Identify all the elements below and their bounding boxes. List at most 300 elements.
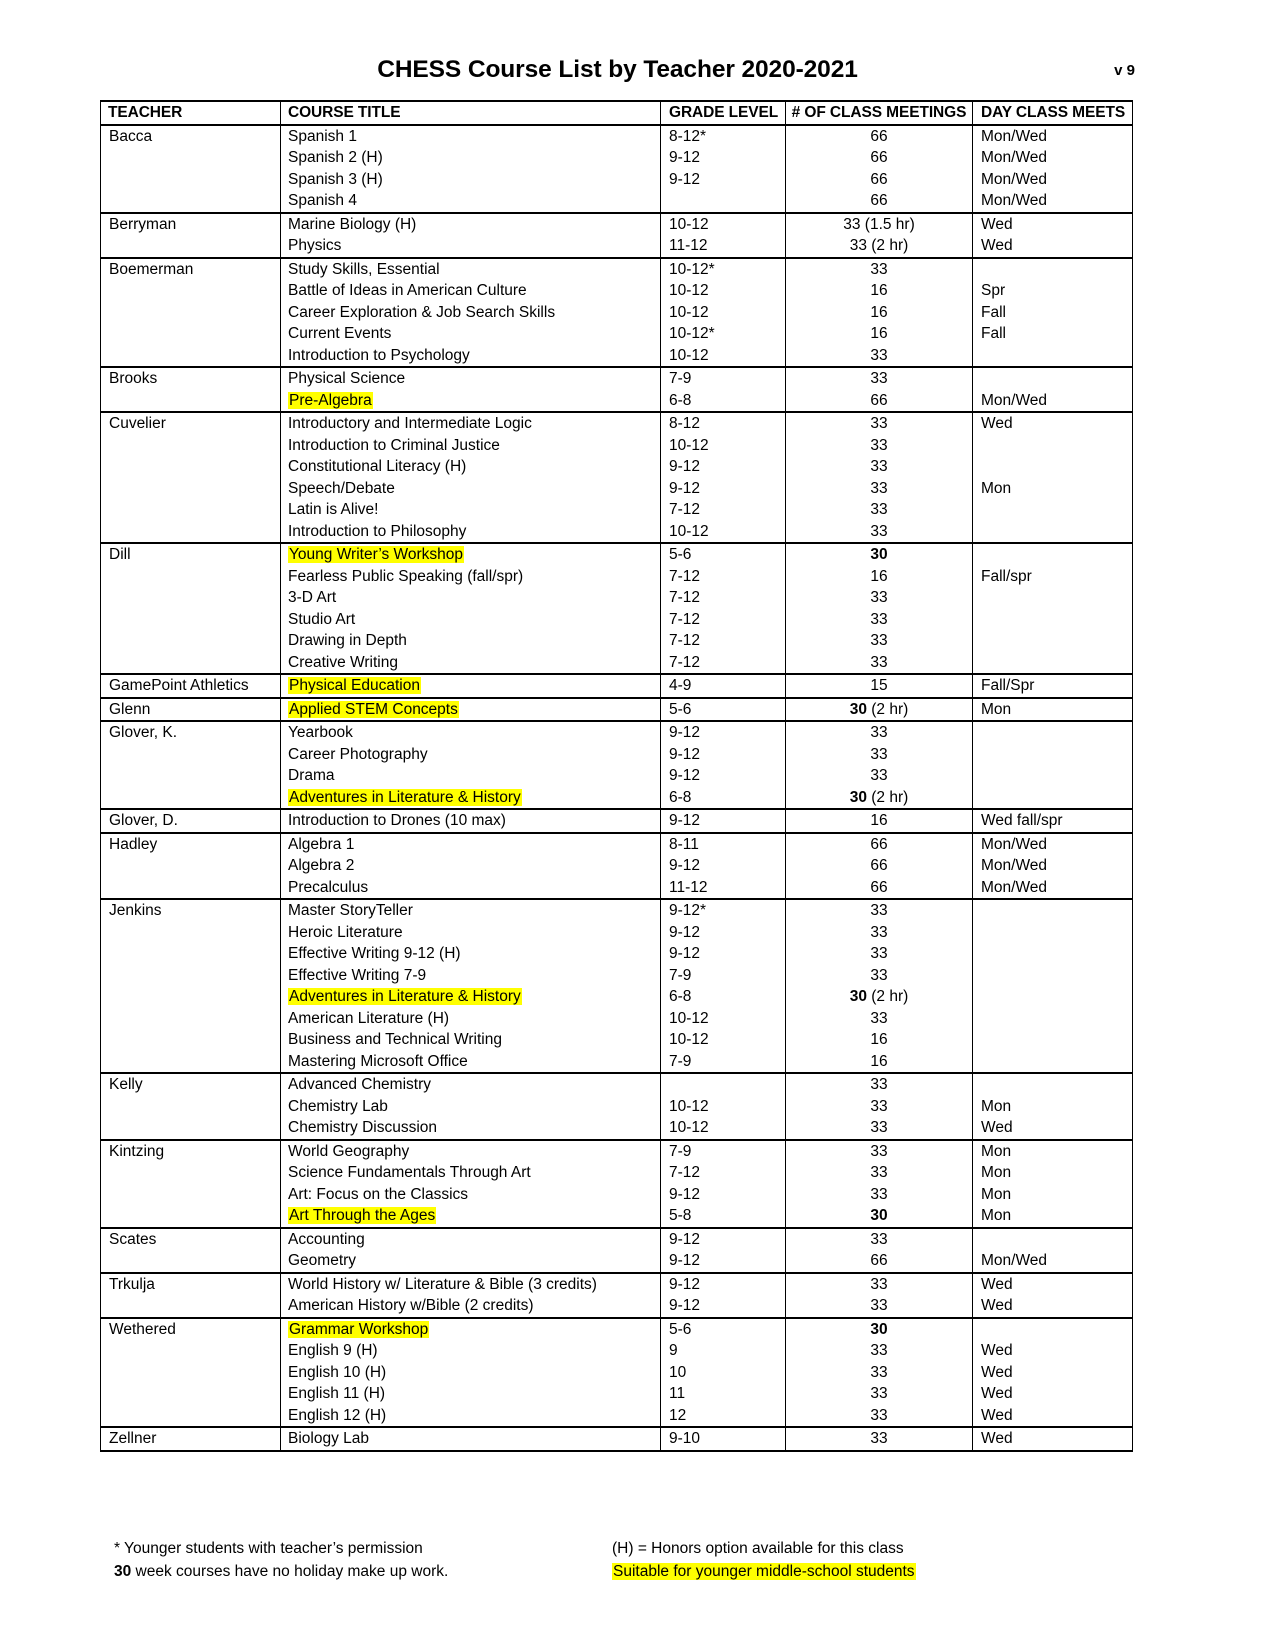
cell-teacher bbox=[101, 1162, 281, 1184]
cell-course-title: Spanish 4 bbox=[281, 190, 661, 213]
cell-course-title: Spanish 2 (H) bbox=[281, 147, 661, 169]
cell-grade-level: 9-12 bbox=[661, 744, 786, 766]
cell-day: Mon/Wed bbox=[973, 169, 1133, 191]
meetings-bold: 30 bbox=[849, 988, 867, 1005]
table-row bbox=[101, 258, 1133, 281]
cell-grade-level: 7-9 bbox=[661, 1051, 786, 1074]
cell-grade-level: 6-8 bbox=[661, 986, 786, 1008]
cell-day: Mon/Wed bbox=[973, 1250, 1133, 1273]
table-row bbox=[101, 323, 1133, 345]
cell-meetings: 66 bbox=[786, 877, 973, 900]
cell-day: Fall/Spr bbox=[973, 674, 1133, 698]
cell-grade-level: 11-12 bbox=[661, 877, 786, 900]
cell-meetings: 33 bbox=[786, 1383, 973, 1405]
cell-day bbox=[973, 787, 1133, 810]
table-row bbox=[101, 609, 1133, 631]
cell-course-title: Drama bbox=[281, 765, 661, 787]
table-row bbox=[101, 1362, 1133, 1384]
cell-grade-level: 8-12 bbox=[661, 412, 786, 435]
cell-grade-level: 10-12 bbox=[661, 1117, 786, 1140]
cell-grade-level: 5-8 bbox=[661, 1205, 786, 1228]
cell-day bbox=[973, 1228, 1133, 1251]
footnote-thirty-rest: week courses have no holiday make up work. bbox=[131, 1563, 449, 1580]
cell-meetings: 33 bbox=[786, 1008, 973, 1030]
cell-meetings: 33 bbox=[786, 1162, 973, 1184]
highlighted-course-title: Physical Education bbox=[289, 677, 420, 694]
cell-day: Wed bbox=[973, 1117, 1133, 1140]
column-header-day: DAY CLASS MEETS bbox=[973, 101, 1133, 125]
cell-teacher bbox=[101, 1405, 281, 1428]
cell-grade-level: 7-12 bbox=[661, 609, 786, 631]
table-body bbox=[101, 125, 1133, 1451]
cell-course-title: Heroic Literature bbox=[281, 922, 661, 944]
table-row bbox=[101, 1427, 1133, 1451]
document-header bbox=[100, 55, 1135, 97]
cell-grade-level bbox=[661, 190, 786, 213]
cell-meetings: 33 bbox=[786, 258, 973, 281]
cell-grade-level: 9-12 bbox=[661, 456, 786, 478]
cell-teacher bbox=[101, 1008, 281, 1030]
cell-teacher bbox=[101, 566, 281, 588]
cell-course-title: Business and Technical Writing bbox=[281, 1029, 661, 1051]
cell-teacher: Scates bbox=[101, 1228, 281, 1251]
cell-day: Mon/Wed bbox=[973, 877, 1133, 900]
table-row bbox=[101, 543, 1133, 566]
table-row bbox=[101, 1029, 1133, 1051]
table-row bbox=[101, 744, 1133, 766]
cell-grade-level: 9-12 bbox=[661, 943, 786, 965]
cell-teacher: Hadley bbox=[101, 833, 281, 856]
table-row bbox=[101, 765, 1133, 787]
cell-meetings: 33 bbox=[786, 1073, 973, 1096]
footnote-row-1 bbox=[100, 1537, 1135, 1560]
cell-course-title: Spanish 3 (H) bbox=[281, 169, 661, 191]
cell-grade-level: 5-6 bbox=[661, 698, 786, 722]
cell-day bbox=[973, 499, 1133, 521]
cell-teacher bbox=[101, 190, 281, 213]
cell-course-title: Constitutional Literacy (H) bbox=[281, 456, 661, 478]
table-row bbox=[101, 1184, 1133, 1206]
cell-teacher bbox=[101, 521, 281, 544]
cell-course-title: Battle of Ideas in American Culture bbox=[281, 280, 661, 302]
cell-teacher bbox=[101, 1383, 281, 1405]
cell-course-title: 3-D Art bbox=[281, 587, 661, 609]
cell-course-title: Current Events bbox=[281, 323, 661, 345]
cell-course-title: English 11 (H) bbox=[281, 1383, 661, 1405]
cell-grade-level: 10-12 bbox=[661, 1096, 786, 1118]
cell-grade-level: 7-12 bbox=[661, 652, 786, 675]
cell-meetings: 66 bbox=[786, 169, 973, 191]
table-row bbox=[101, 1250, 1133, 1273]
cell-grade-level: 10-12 bbox=[661, 1008, 786, 1030]
cell-course-title: Creative Writing bbox=[281, 652, 661, 675]
table-row bbox=[101, 1383, 1133, 1405]
cell-grade-level: 7-12 bbox=[661, 566, 786, 588]
cell-teacher bbox=[101, 1051, 281, 1074]
table-row bbox=[101, 899, 1133, 922]
cell-meetings bbox=[786, 543, 973, 566]
cell-teacher: Kintzing bbox=[101, 1140, 281, 1163]
cell-course-title: Introduction to Psychology bbox=[281, 345, 661, 368]
cell-meetings: 33 bbox=[786, 630, 973, 652]
cell-grade-level: 8-11 bbox=[661, 833, 786, 856]
cell-day: Mon bbox=[973, 478, 1133, 500]
cell-course-title: Yearbook bbox=[281, 721, 661, 744]
cell-meetings: 33 bbox=[786, 367, 973, 390]
table-row bbox=[101, 809, 1133, 833]
cell-meetings: 33 bbox=[786, 899, 973, 922]
cell-day bbox=[973, 345, 1133, 368]
cell-grade-level: 9-12* bbox=[661, 899, 786, 922]
cell-grade-level: 10-12 bbox=[661, 1029, 786, 1051]
cell-course-title: Speech/Debate bbox=[281, 478, 661, 500]
cell-meetings: 66 bbox=[786, 147, 973, 169]
table-row bbox=[101, 1008, 1133, 1030]
table-row bbox=[101, 521, 1133, 544]
cell-grade-level: 10-12 bbox=[661, 280, 786, 302]
cell-grade-level: 7-9 bbox=[661, 965, 786, 987]
cell-grade-level: 10-12* bbox=[661, 323, 786, 345]
cell-meetings: 33 bbox=[786, 1340, 973, 1362]
cell-teacher bbox=[101, 235, 281, 258]
table-row bbox=[101, 499, 1133, 521]
cell-course-title: Biology Lab bbox=[281, 1427, 661, 1451]
cell-grade-level: 9-12 bbox=[661, 1228, 786, 1251]
table-row bbox=[101, 1117, 1133, 1140]
cell-grade-level: 9-12 bbox=[661, 1295, 786, 1318]
cell-course-title: Latin is Alive! bbox=[281, 499, 661, 521]
table-row bbox=[101, 1295, 1133, 1318]
cell-grade-level: 10-12 bbox=[661, 435, 786, 457]
cell-day bbox=[973, 609, 1133, 631]
cell-course-title bbox=[281, 543, 661, 566]
cell-course-title: Introduction to Drones (10 max) bbox=[281, 809, 661, 833]
cell-teacher bbox=[101, 1295, 281, 1318]
cell-teacher bbox=[101, 499, 281, 521]
cell-meetings: 16 bbox=[786, 280, 973, 302]
meetings-duration: (2 hr) bbox=[866, 988, 909, 1005]
column-header-meetings: # OF CLASS MEETINGS bbox=[786, 101, 973, 125]
cell-grade-level: 10-12 bbox=[661, 521, 786, 544]
cell-teacher bbox=[101, 652, 281, 675]
table-header bbox=[101, 101, 1133, 125]
cell-day: Fall/spr bbox=[973, 566, 1133, 588]
cell-meetings: 16 bbox=[786, 809, 973, 833]
cell-day: Wed fall/spr bbox=[973, 809, 1133, 833]
table-row bbox=[101, 943, 1133, 965]
cell-grade-level: 10-12 bbox=[661, 302, 786, 324]
cell-course-title: World History w/ Literature & Bible (3 credits) bbox=[281, 1273, 661, 1296]
cell-teacher bbox=[101, 169, 281, 191]
cell-teacher bbox=[101, 1250, 281, 1273]
table-row bbox=[101, 630, 1133, 652]
cell-course-title: World Geography bbox=[281, 1140, 661, 1163]
table-row bbox=[101, 478, 1133, 500]
cell-grade-level bbox=[661, 1073, 786, 1096]
cell-meetings: 33 (2 hr) bbox=[786, 235, 973, 258]
cell-day: Wed bbox=[973, 1362, 1133, 1384]
cell-grade-level: 6-8 bbox=[661, 390, 786, 413]
cell-course-title: English 9 (H) bbox=[281, 1340, 661, 1362]
cell-teacher: Glover, K. bbox=[101, 721, 281, 744]
cell-teacher: Dill bbox=[101, 543, 281, 566]
cell-meetings: 33 (1.5 hr) bbox=[786, 213, 973, 236]
cell-teacher bbox=[101, 587, 281, 609]
cell-course-title: Marine Biology (H) bbox=[281, 213, 661, 236]
cell-teacher bbox=[101, 965, 281, 987]
cell-day bbox=[973, 435, 1133, 457]
cell-grade-level: 9-12 bbox=[661, 169, 786, 191]
cell-meetings: 33 bbox=[786, 1405, 973, 1428]
cell-course-title: Chemistry Discussion bbox=[281, 1117, 661, 1140]
cell-grade-level: 10-12* bbox=[661, 258, 786, 281]
cell-course-title: Fearless Public Speaking (fall/spr) bbox=[281, 566, 661, 588]
cell-teacher bbox=[101, 478, 281, 500]
cell-meetings: 33 bbox=[786, 922, 973, 944]
cell-day bbox=[973, 943, 1133, 965]
cell-course-title: Advanced Chemistry bbox=[281, 1073, 661, 1096]
cell-day: Wed bbox=[973, 1273, 1133, 1296]
table-row bbox=[101, 1096, 1133, 1118]
cell-meetings: 66 bbox=[786, 190, 973, 213]
table-row bbox=[101, 698, 1133, 722]
cell-meetings: 33 bbox=[786, 1362, 973, 1384]
table-row bbox=[101, 345, 1133, 368]
table-row bbox=[101, 587, 1133, 609]
cell-teacher bbox=[101, 630, 281, 652]
cell-grade-level: 9 bbox=[661, 1340, 786, 1362]
cell-course-title: Studio Art bbox=[281, 609, 661, 631]
cell-grade-level: 5-6 bbox=[661, 1318, 786, 1341]
cell-meetings: 33 bbox=[786, 1228, 973, 1251]
cell-day bbox=[973, 1008, 1133, 1030]
table-row bbox=[101, 986, 1133, 1008]
cell-teacher: Wethered bbox=[101, 1318, 281, 1341]
cell-course-title: Introduction to Philosophy bbox=[281, 521, 661, 544]
table-row bbox=[101, 1205, 1133, 1228]
cell-meetings: 33 bbox=[786, 721, 973, 744]
table-row bbox=[101, 877, 1133, 900]
cell-teacher bbox=[101, 435, 281, 457]
cell-teacher bbox=[101, 147, 281, 169]
cell-grade-level: 6-8 bbox=[661, 787, 786, 810]
cell-teacher bbox=[101, 390, 281, 413]
cell-course-title: Introduction to Criminal Justice bbox=[281, 435, 661, 457]
cell-grade-level: 10-12 bbox=[661, 345, 786, 368]
cell-course-title: Chemistry Lab bbox=[281, 1096, 661, 1118]
cell-course-title bbox=[281, 787, 661, 810]
cell-day: Fall bbox=[973, 323, 1133, 345]
cell-course-title: American History w/Bible (2 credits) bbox=[281, 1295, 661, 1318]
footnote-highlight-text: Suitable for younger middle-school students bbox=[613, 1563, 915, 1580]
table-row bbox=[101, 280, 1133, 302]
cell-teacher: GamePoint Athletics bbox=[101, 674, 281, 698]
cell-teacher bbox=[101, 943, 281, 965]
table-row bbox=[101, 213, 1133, 236]
cell-grade-level: 9-12 bbox=[661, 855, 786, 877]
cell-meetings: 33 bbox=[786, 1096, 973, 1118]
footnotes bbox=[100, 1537, 1135, 1583]
cell-day bbox=[973, 652, 1133, 675]
table-row bbox=[101, 1140, 1133, 1163]
cell-meetings: 16 bbox=[786, 323, 973, 345]
cell-day: Spr bbox=[973, 280, 1133, 302]
cell-grade-level: 9-12 bbox=[661, 147, 786, 169]
cell-teacher bbox=[101, 1362, 281, 1384]
cell-teacher: Brooks bbox=[101, 367, 281, 390]
cell-meetings: 33 bbox=[786, 609, 973, 631]
cell-meetings: 33 bbox=[786, 1140, 973, 1163]
cell-course-title: Geometry bbox=[281, 1250, 661, 1273]
meetings-bold: 30 bbox=[870, 546, 888, 563]
meetings-duration: (2 hr) bbox=[866, 788, 909, 806]
cell-day bbox=[973, 521, 1133, 544]
table-row bbox=[101, 390, 1133, 413]
cell-meetings: 33 bbox=[786, 456, 973, 478]
cell-day: Wed bbox=[973, 1340, 1133, 1362]
cell-meetings: 33 bbox=[786, 652, 973, 675]
table-row bbox=[101, 855, 1133, 877]
column-header-teacher: TEACHER bbox=[101, 101, 281, 125]
cell-day: Mon/Wed bbox=[973, 390, 1133, 413]
cell-teacher: Boemerman bbox=[101, 258, 281, 281]
table-row bbox=[101, 190, 1133, 213]
cell-grade-level: 9-12 bbox=[661, 765, 786, 787]
cell-meetings: 33 bbox=[786, 1295, 973, 1318]
cell-day bbox=[973, 899, 1133, 922]
course-list-table bbox=[100, 100, 1133, 1452]
cell-teacher bbox=[101, 877, 281, 900]
cell-teacher: Cuvelier bbox=[101, 412, 281, 435]
cell-meetings: 33 bbox=[786, 1117, 973, 1140]
cell-course-title: Career Photography bbox=[281, 744, 661, 766]
cell-day bbox=[973, 456, 1133, 478]
cell-teacher bbox=[101, 280, 281, 302]
cell-grade-level: 10-12 bbox=[661, 213, 786, 236]
column-header-course-title: COURSE TITLE bbox=[281, 101, 661, 125]
cell-grade-level: 7-9 bbox=[661, 367, 786, 390]
cell-meetings: 33 bbox=[786, 478, 973, 500]
cell-meetings: 16 bbox=[786, 1029, 973, 1051]
cell-meetings: 33 bbox=[786, 744, 973, 766]
cell-teacher bbox=[101, 744, 281, 766]
cell-day: Mon/Wed bbox=[973, 855, 1133, 877]
table-row bbox=[101, 787, 1133, 810]
cell-course-title: Mastering Microsoft Office bbox=[281, 1051, 661, 1074]
cell-course-title bbox=[281, 674, 661, 698]
cell-course-title bbox=[281, 698, 661, 722]
cell-course-title: American Literature (H) bbox=[281, 1008, 661, 1030]
meetings-bold: 30 bbox=[849, 700, 867, 718]
cell-grade-level: 10 bbox=[661, 1362, 786, 1384]
table-row bbox=[101, 965, 1133, 987]
cell-teacher: Bacca bbox=[101, 125, 281, 148]
cell-day: Wed bbox=[973, 213, 1133, 236]
cell-day: Mon bbox=[973, 1162, 1133, 1184]
footnote-asterisk: * Younger students with teacher’s permission bbox=[114, 1540, 423, 1557]
cell-course-title: Science Fundamentals Through Art bbox=[281, 1162, 661, 1184]
meetings-bold: 30 bbox=[870, 1320, 888, 1338]
highlighted-course-title: Adventures in Literature & History bbox=[289, 988, 521, 1005]
cell-day bbox=[973, 543, 1133, 566]
cell-day: Fall bbox=[973, 302, 1133, 324]
cell-course-title: Spanish 1 bbox=[281, 125, 661, 148]
table-row bbox=[101, 1405, 1133, 1428]
table-row bbox=[101, 235, 1133, 258]
cell-meetings: 33 bbox=[786, 345, 973, 368]
cell-course-title: English 12 (H) bbox=[281, 1405, 661, 1428]
cell-grade-level: 4-9 bbox=[661, 674, 786, 698]
cell-course-title bbox=[281, 1205, 661, 1228]
table-row bbox=[101, 412, 1133, 435]
cell-teacher bbox=[101, 1205, 281, 1228]
cell-teacher: Berryman bbox=[101, 213, 281, 236]
cell-grade-level: 9-12 bbox=[661, 809, 786, 833]
table-row bbox=[101, 125, 1133, 148]
cell-course-title: Introductory and Intermediate Logic bbox=[281, 412, 661, 435]
cell-grade-level: 9-12 bbox=[661, 922, 786, 944]
table-row bbox=[101, 435, 1133, 457]
cell-teacher bbox=[101, 986, 281, 1008]
cell-grade-level: 11-12 bbox=[661, 235, 786, 258]
cell-teacher bbox=[101, 323, 281, 345]
cell-course-title bbox=[281, 986, 661, 1008]
meetings-bold: 30 bbox=[849, 788, 867, 806]
cell-meetings: 66 bbox=[786, 833, 973, 856]
cell-meetings: 33 bbox=[786, 435, 973, 457]
column-header-grade-level: GRADE LEVEL bbox=[661, 101, 786, 125]
cell-meetings: 33 bbox=[786, 965, 973, 987]
cell-teacher: Kelly bbox=[101, 1073, 281, 1096]
cell-day: Mon bbox=[973, 1184, 1133, 1206]
table-row bbox=[101, 367, 1133, 390]
cell-day bbox=[973, 1029, 1133, 1051]
cell-course-title: Physical Science bbox=[281, 367, 661, 390]
cell-teacher bbox=[101, 1029, 281, 1051]
cell-day bbox=[973, 922, 1133, 944]
cell-teacher bbox=[101, 1340, 281, 1362]
footnote-thirty-week bbox=[114, 1560, 448, 1583]
cell-day bbox=[973, 965, 1133, 987]
cell-course-title: Effective Writing 7-9 bbox=[281, 965, 661, 987]
highlighted-course-title: Young Writer’s Workshop bbox=[289, 546, 464, 563]
highlighted-course-title: Adventures in Literature & History bbox=[289, 788, 521, 806]
cell-teacher bbox=[101, 765, 281, 787]
cell-day bbox=[973, 367, 1133, 390]
cell-day bbox=[973, 744, 1133, 766]
cell-day: Mon bbox=[973, 1096, 1133, 1118]
cell-day bbox=[973, 721, 1133, 744]
cell-course-title: Algebra 1 bbox=[281, 833, 661, 856]
cell-course-title bbox=[281, 390, 661, 413]
cell-grade-level: 9-12 bbox=[661, 1273, 786, 1296]
cell-teacher: Glover, D. bbox=[101, 809, 281, 833]
cell-day: Mon bbox=[973, 1140, 1133, 1163]
table-row bbox=[101, 1051, 1133, 1074]
cell-day bbox=[973, 1051, 1133, 1074]
cell-meetings: 33 bbox=[786, 587, 973, 609]
cell-day bbox=[973, 587, 1133, 609]
cell-grade-level: 11 bbox=[661, 1383, 786, 1405]
table-row bbox=[101, 652, 1133, 675]
cell-meetings: 33 bbox=[786, 765, 973, 787]
cell-course-title: Accounting bbox=[281, 1228, 661, 1251]
cell-day bbox=[973, 986, 1133, 1008]
table-row bbox=[101, 566, 1133, 588]
cell-course-title: Algebra 2 bbox=[281, 855, 661, 877]
cell-meetings: 33 bbox=[786, 943, 973, 965]
cell-grade-level: 7-12 bbox=[661, 1162, 786, 1184]
